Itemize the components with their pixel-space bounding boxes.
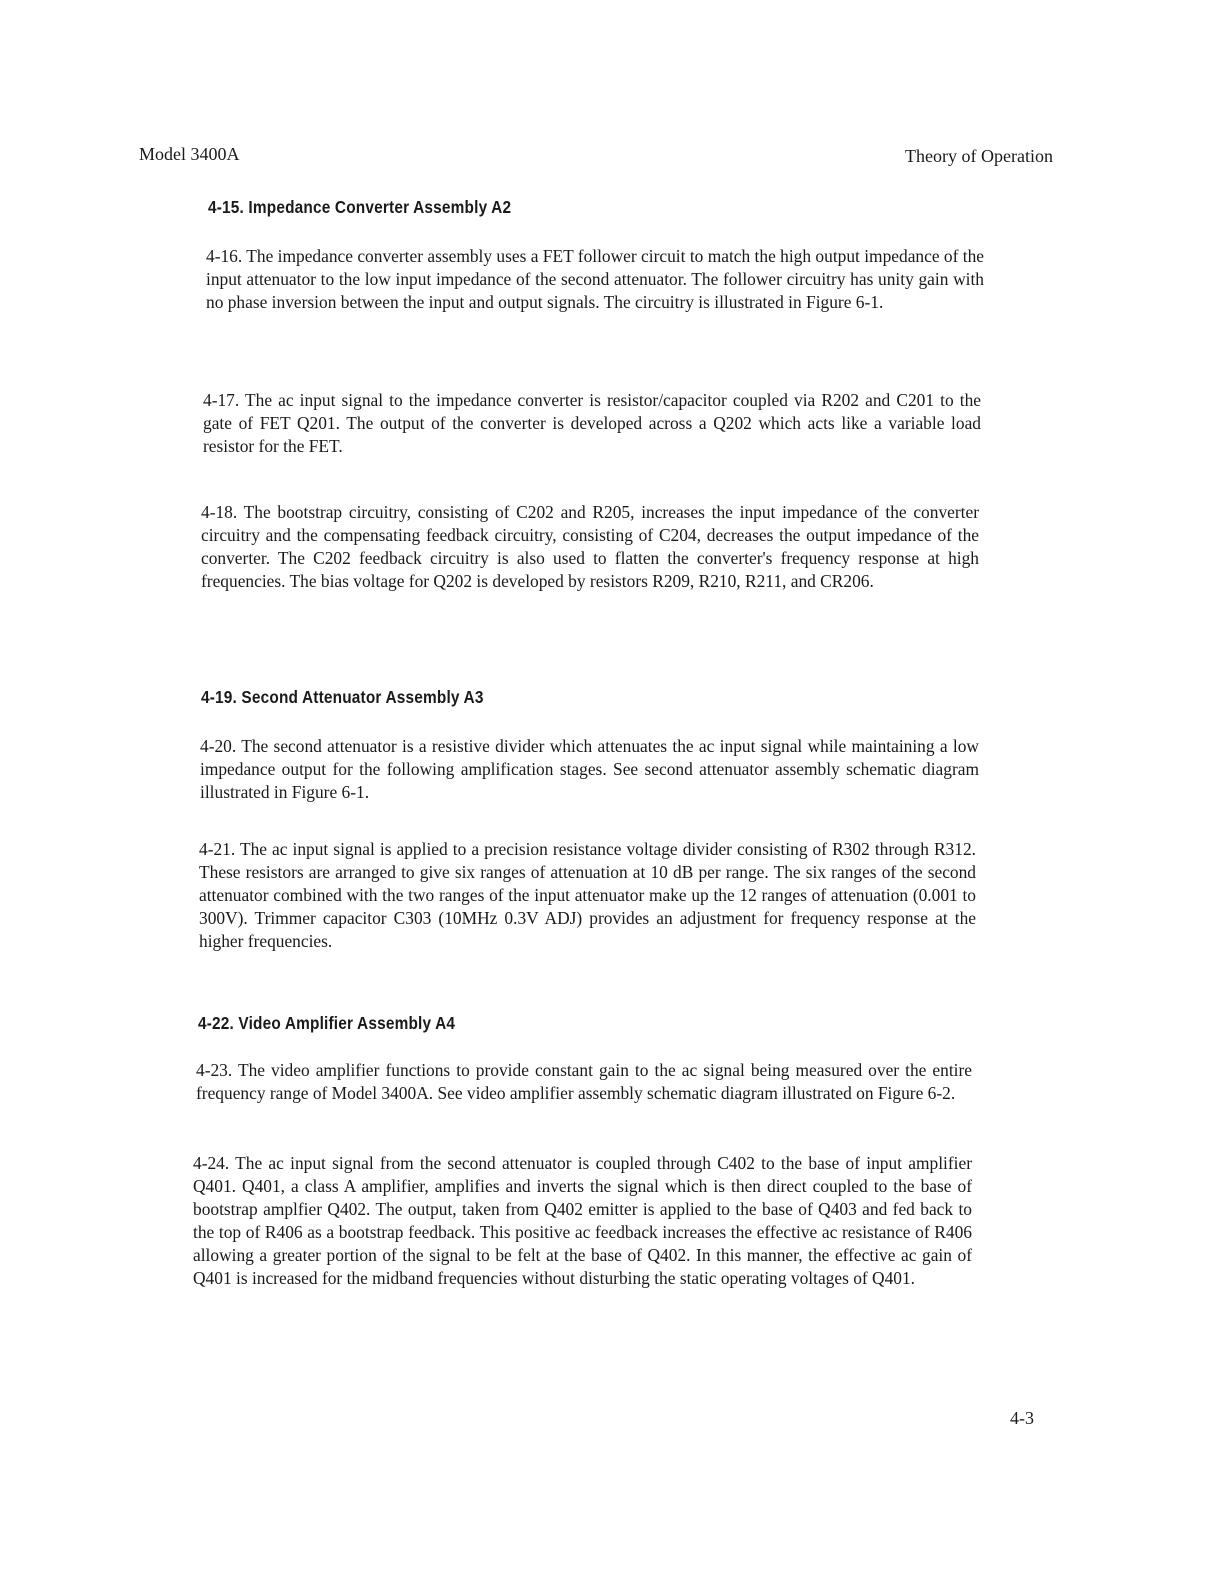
page-header-left: Model 3400A <box>139 144 240 164</box>
section-heading-second-attenuator: 4-19. Second Attenuator Assembly A3 <box>201 687 484 707</box>
paragraph-4-18: 4-18. The bootstrap circuitry, consisting of C202 and R205, increases the input impedance of the converter circuitry and the compensating feedback circuitry, consisting of C204, decreases the output impedance of the converter. The C202 feedback circuitry is also used to flatten the converter's frequency response at high frequencies. The bias voltage for Q202 is developed by resistors R209, R210, R211, and CR206. <box>201 502 979 591</box>
section-heading-video-amplifier: 4-22. Video Amplifier Assembly A4 <box>198 1013 456 1033</box>
paragraph-4-16: 4-16. The impedance converter assembly uses a FET follower circuit to match the high output impedance of the input attenuator to the low input impedance of the second attenuator. The follower circuitry has unity gain with no phase inversion between the input and output signals. The circuitry is illustrated in Figure 6-1. <box>206 246 984 312</box>
section-heading-impedance-converter: 4-15. Impedance Converter Assembly A2 <box>208 197 512 217</box>
paragraph-4-20: 4-20. The second attenuator is a resistive divider which attenuates the ac input signal while maintaining a low impedance output for the following amplification stages. See second attenuator assembly schematic diagram illustrated in Figure 6-1. <box>200 736 979 802</box>
paragraph-4-17: 4-17. The ac input signal to the impedance converter is resistor/capacitor coupled via R202 and C201 to the gate of FET Q201. The output of the converter is developed across a Q202 which acts like a variable load resistor for the FET. <box>203 390 981 456</box>
paragraph-4-24: 4-24. The ac input signal from the second attenuator is coupled through C402 to the base of input amplifier Q401. Q401, a class A amplifier, amplifies and inverts the signal which is then direct coupled to the base of bootstrap amplfier Q402. The output, taken from Q402 emitter is applied to the base of Q403 and fed back to the top of R406 as a bootstrap feedback. This positive ac feedback increases the effective ac resistance of R406 allowing a greater portion of the signal to be felt at the base of Q402. In this manner, the effective ac gain of Q401 is increased for the midband frequencies without disturbing the static operating voltages of Q401. <box>193 1153 972 1288</box>
paragraph-4-21: 4-21. The ac input signal is applied to a precision resistance voltage divider consisting of R302 through R312. These resistors are arranged to give six ranges of attenuation at 10 dB per range. The six ranges of the second attenuator combined with the two ranges of the input attenuator make up the 12 ranges of attenuation (0.001 to 300V). Trimmer capacitor C303 (10MHz 0.3V ADJ) provides an adjustment for frequency response at the higher frequencies. <box>199 839 976 951</box>
page-header-right: Theory of Operation <box>905 146 1053 166</box>
paragraph-4-23: 4-23. The video amplifier functions to provide constant gain to the ac signal being measured over the entire frequency range of Model 3400A. See video amplifier assembly schematic diagram illustrated on Figure 6-2. <box>196 1060 972 1103</box>
page-number: 4-3 <box>1010 1408 1034 1428</box>
